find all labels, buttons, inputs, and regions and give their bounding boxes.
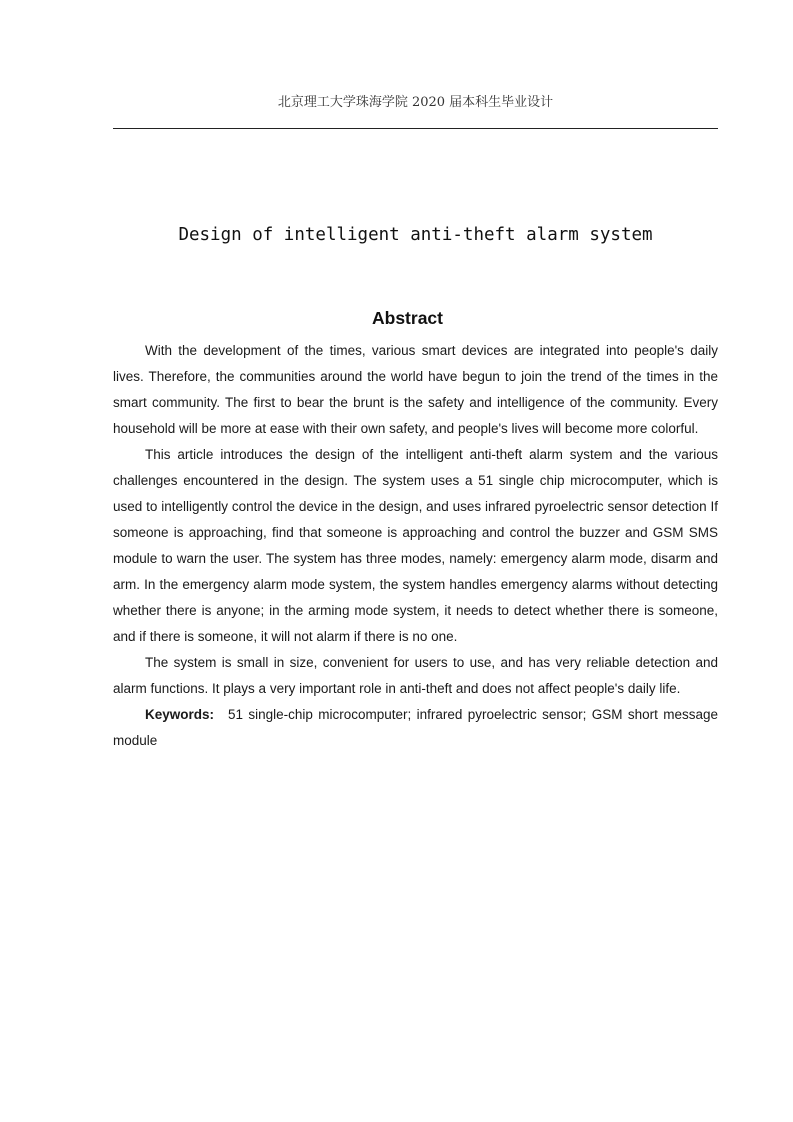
abstract-paragraph-1: With the development of the times, various smart devices are integrated into people's daily lives. Therefore, the communities around the world have begun to join the trend of the times in the smart community. The first to bear the brunt is the safety and intelligence of the community. Every household will be more at ease with their own safety, and people's lives will become more colorful. (113, 343, 718, 436)
keywords-line (113, 702, 718, 754)
keywords-text: 51 single-chip microcomputer; infrared pyroelectric sensor; GSM short message module (113, 707, 718, 748)
abstract-body (113, 338, 718, 754)
document-title: Design of intelligent anti-theft alarm system (178, 225, 653, 245)
keywords-label: Keywords: (145, 707, 215, 722)
abstract-paragraph-3: The system is small in size, convenient for users to use, and has very reliable detection and alarm functions. It plays a very important role in anti-theft and does not affect people's daily life. (113, 655, 718, 696)
header-divider (113, 128, 718, 129)
abstract-heading: Abstract (372, 308, 443, 328)
page-header: 北京理工大学珠海学院 2020 届本科生毕业设计 (277, 95, 554, 110)
abstract-paragraph-2: This article introduces the design of the intelligent anti-theft alarm system and the various challenges encountered in the design. The system uses a 51 single chip microcomputer, which is used to intelligently control the device in the design, and uses infrared pyroelectric sensor detection If someone is approaching, find that someone is approaching and control the buzzer and GSM SMS module to warn the user. The system has three modes, namely: emergency alarm mode, disarm and arm. In the emergency alarm mode system, the system handles emergency alarms without detecting whether there is anyone; in the arming mode system, it needs to detect whether there is someone, and if there is someone, it will not alarm if there is no one. (113, 447, 718, 644)
